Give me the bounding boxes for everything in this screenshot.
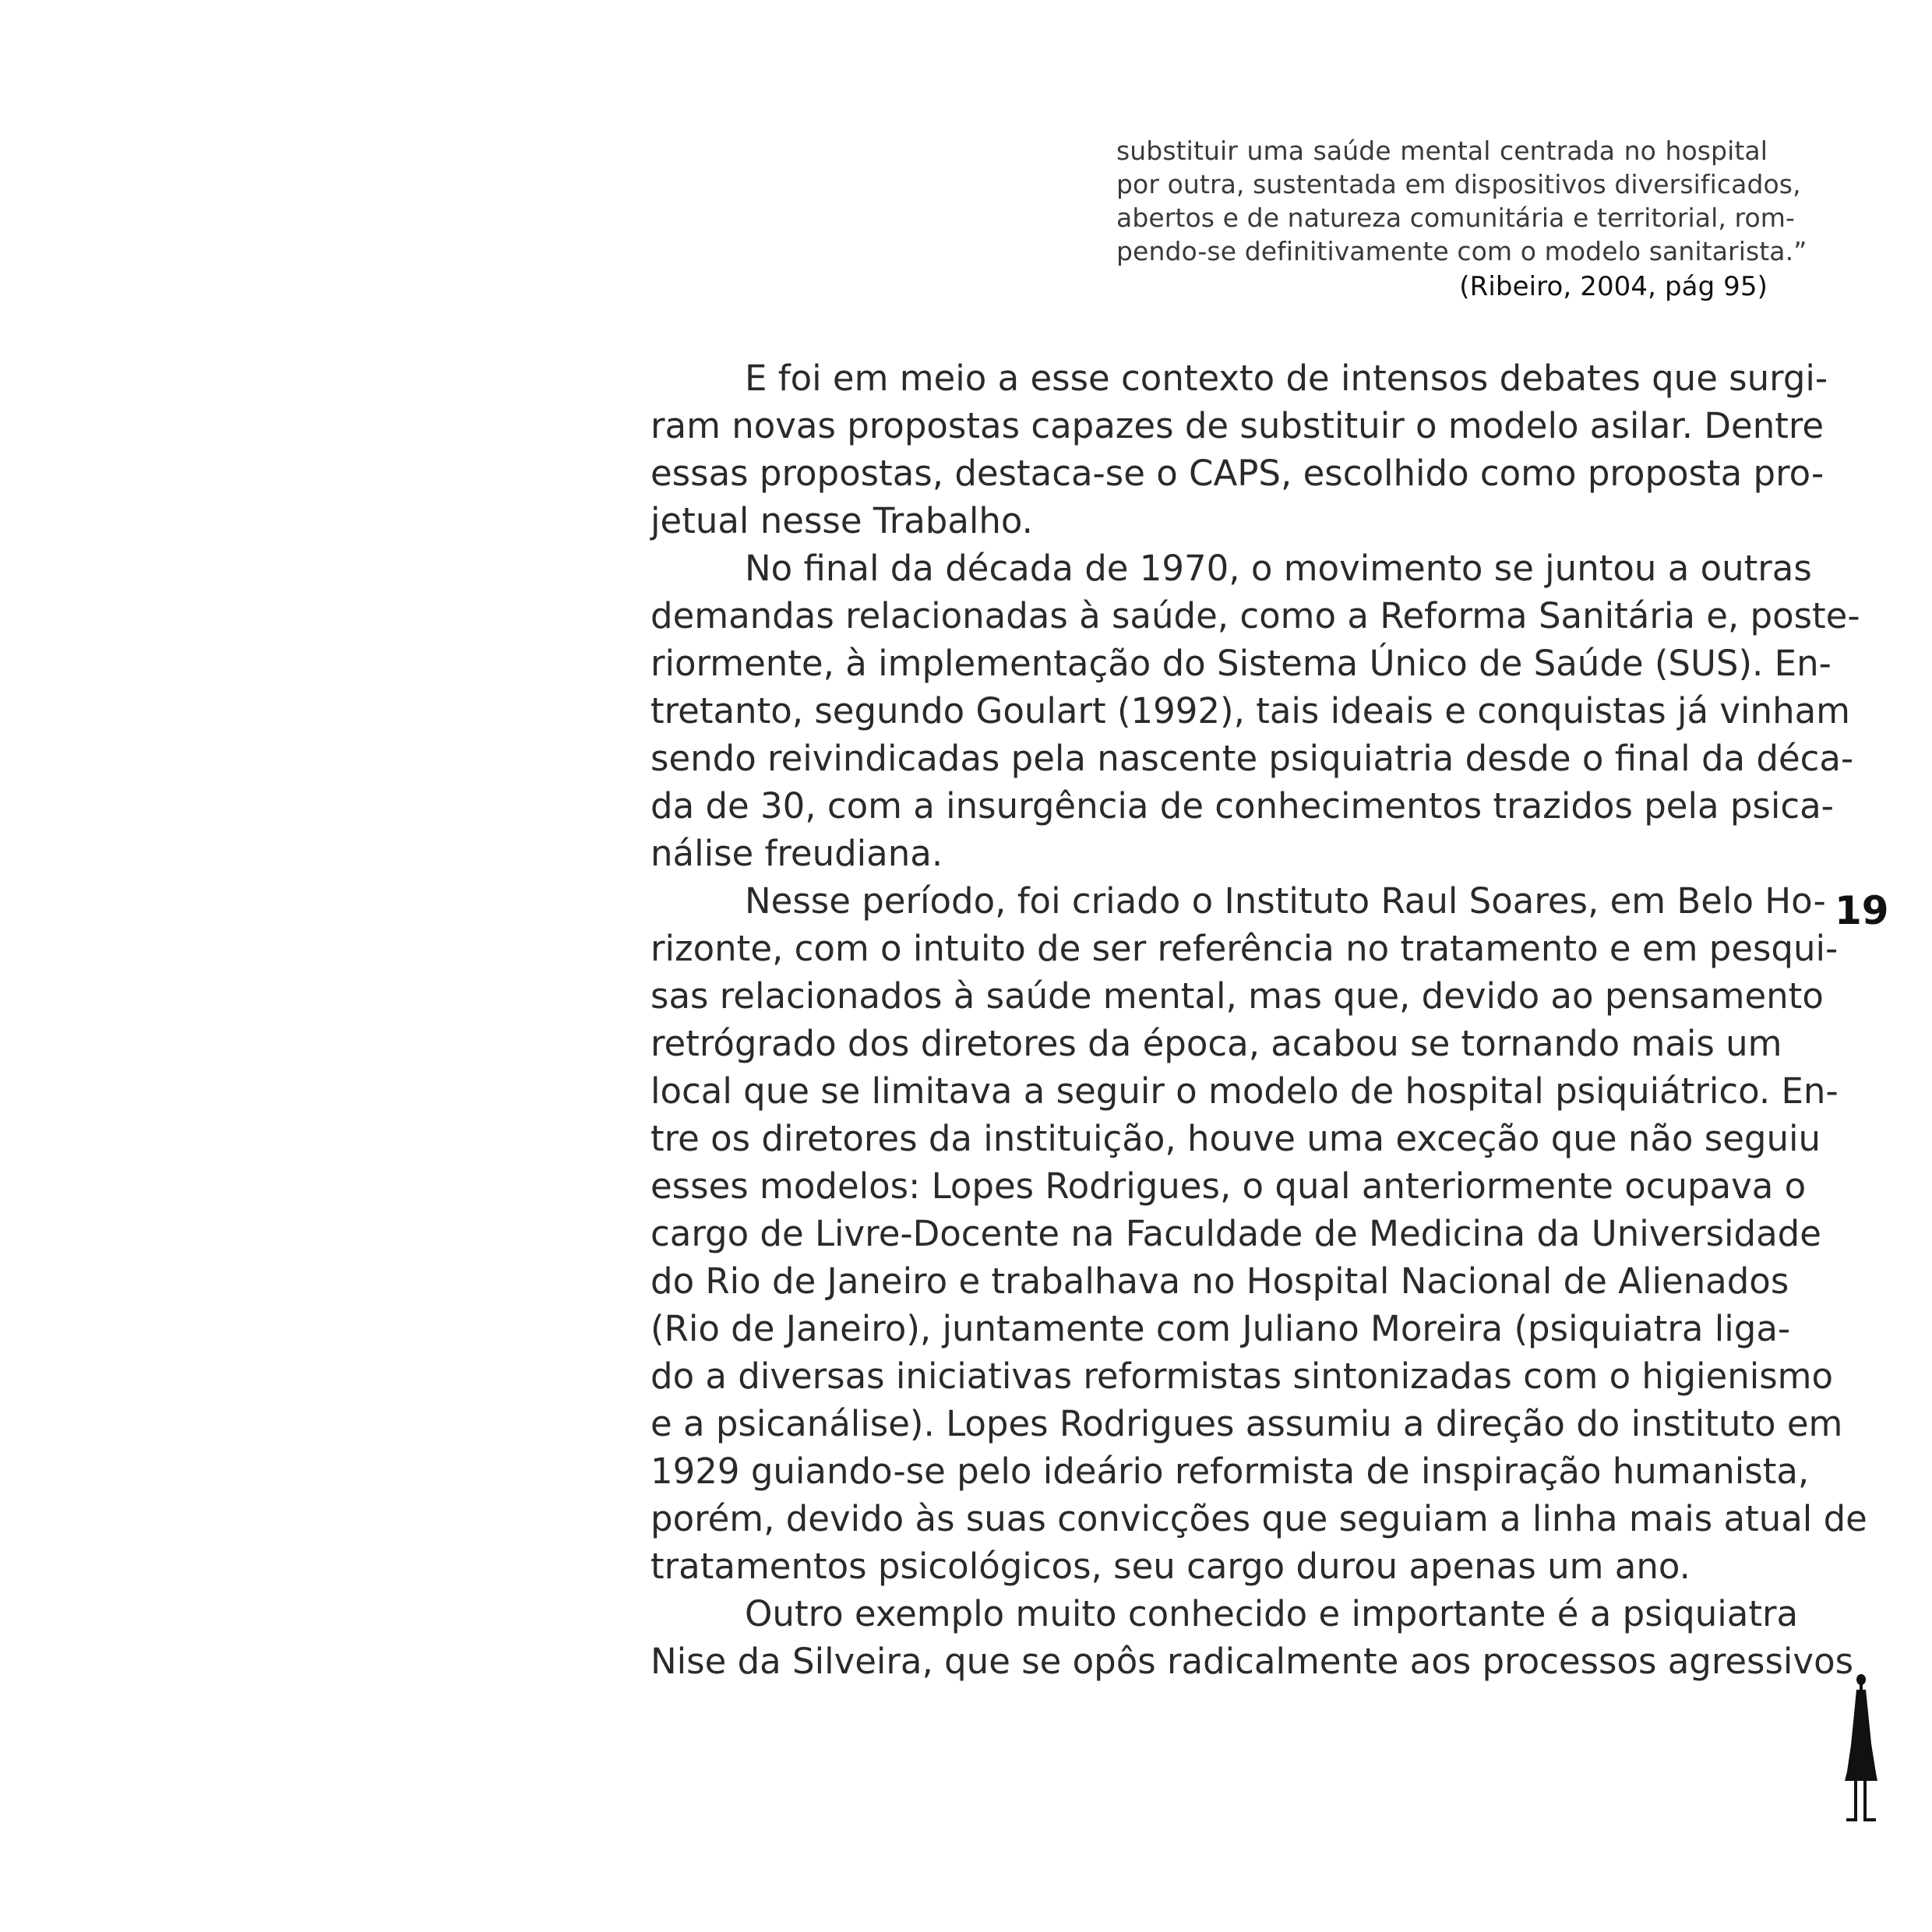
text-line: local que se limitava a seguir o modelo de hospital psiquiátrico. En-	[650, 1070, 1839, 1112]
text-line: porém, devido às suas convicções que seguiam a linha mais atual de	[650, 1498, 1867, 1539]
quote-line: substituir uma saúde mental centrada no hospital	[1116, 136, 1768, 166]
text-line: jetual nesse Trabalho.	[650, 500, 1033, 541]
text-line: do Rio de Janeiro e trabalhava no Hospital Nacional de Alienados	[650, 1260, 1789, 1302]
text-line: rizonte, com o intuito de ser referência no tratamento e em pesqui-	[650, 928, 1839, 969]
text-line: da de 30, com a insurgência de conhecimentos trazidos pela psica-	[650, 785, 1834, 827]
text-line: Outro exemplo muito conhecido e importante é a psiquiatra	[745, 1593, 1799, 1634]
body-text	[650, 354, 1867, 1685]
text-line: 1929 guiando-se pelo ideário reformista de inspiração humanista,	[650, 1451, 1810, 1492]
text-line: Nise da Silveira, que se opôs radicalmente aos processos agressivos	[650, 1641, 1854, 1682]
page-number: 19	[1835, 888, 1889, 933]
text-line: riormente, à implementação do Sistema Único de Saúde (SUS). En-	[650, 643, 1832, 684]
quote-line: pendo-se definitivamente com o modelo sanitarista.”	[1116, 236, 1807, 266]
quote-citation: (Ribeiro, 2004, pág 95)	[1459, 271, 1768, 302]
paragraph	[650, 1590, 1854, 1685]
text-line: tratamentos psicológicos, seu cargo durou apenas um ano.	[650, 1546, 1690, 1587]
text-line: essas propostas, destaca-se o CAPS, escolhido como proposta pro-	[650, 453, 1824, 494]
text-line: sendo reivindicadas pela nascente psiquiatria desde o final da déca-	[650, 738, 1854, 779]
paragraph	[650, 354, 1828, 545]
text-line: sas relacionados à saúde mental, mas que, devido ao pensamento	[650, 975, 1824, 1017]
text-line: tre os diretores da instituição, houve uma exceção que não seguiu	[650, 1118, 1821, 1159]
block-quote	[1116, 134, 1807, 305]
quote-line: por outra, sustentada em dispositivos diversificados,	[1116, 169, 1801, 199]
paragraph	[650, 877, 1867, 1590]
text-line: nálise freudiana.	[650, 833, 943, 874]
text-line: No final da década de 1970, o movimento se juntou a outras	[745, 548, 1812, 589]
text-line: ram novas propostas capazes de substituir o modelo asilar. Dentre	[650, 405, 1824, 446]
text-line: e a psicanálise). Lopes Rodrigues assumiu a direção do instituto em	[650, 1403, 1843, 1444]
text-line: esses modelos: Lopes Rodrigues, o qual anteriormente ocupava o	[650, 1165, 1807, 1207]
quote-line: abertos e de natureza comunitária e territorial, rom-	[1116, 203, 1796, 233]
text-line: retrógrado dos diretores da época, acabou se tornando mais um	[650, 1023, 1782, 1064]
text-line: cargo de Livre-Docente na Faculdade de Medicina da Universidade	[650, 1213, 1821, 1254]
paragraph	[650, 545, 1860, 877]
text-line: do a diversas iniciativas reformistas sintonizadas com o higienismo	[650, 1356, 1834, 1397]
standing-woman-silhouette-icon	[1837, 1673, 1884, 1829]
text-line: demandas relacionadas à saúde, como a Reforma Sanitária e, poste-	[650, 595, 1860, 636]
text-line: Nesse período, foi criado o Instituto Raul Soares, em Belo Ho-	[745, 880, 1826, 922]
text-line: tretanto, segundo Goulart (1992), tais ideais e conquistas já vinham	[650, 690, 1850, 732]
text-line: E foi em meio a esse contexto de intensos debates que surgi-	[745, 358, 1828, 399]
text-line: (Rio de Janeiro), juntamente com Juliano Moreira (psiquiatra liga-	[650, 1308, 1791, 1349]
